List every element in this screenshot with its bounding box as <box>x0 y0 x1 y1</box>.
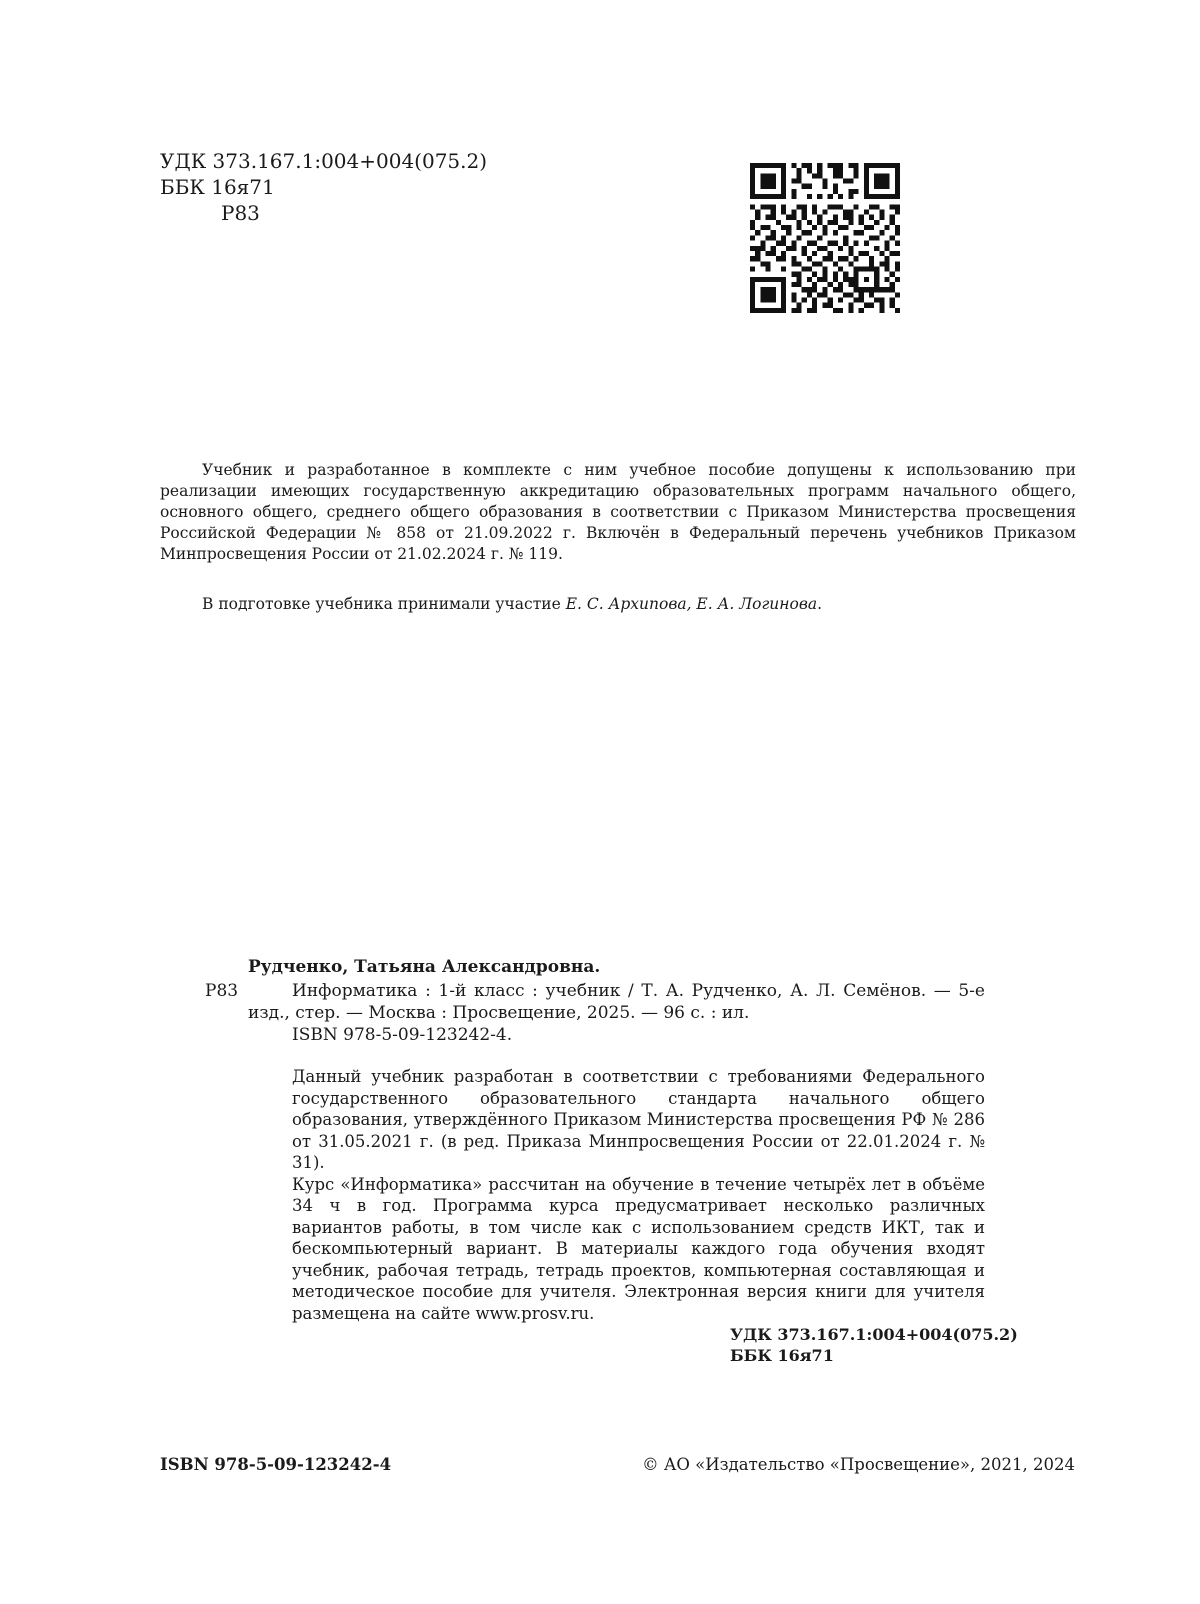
annotation-paragraph-2: Курс «Информатика» рассчитан на обучение в течение четырёх лет в объёме 34 ч в год. Программа курса предусматривает несколько различных вариантов работы, в том числе как с использованием средств ИКТ, так и бескомпьютерный вариант. В материалы каждого года обучения входят учебник, рабочая тетрадь, тетрадь проектов, компьютерная составляющая и методическое пособие для учителя. Электронная версия книги для учителя размещена на сайте www.prosv.ru. <box>292 1174 985 1323</box>
author-mark: Р83 <box>221 201 260 225</box>
annotation-paragraph-1: Данный учебник разработан в соответствии с требованиями Федерального государственного образовательного стандарта начального общего образования, утверждённого Приказом Министерства просвещения РФ № 286 от 31.05.2021 г. (в ред. Приказа Минпросвещения России от 22.01.2024 г. № 31). <box>292 1067 985 1172</box>
contributors-line <box>202 594 822 615</box>
qr-code-icon <box>750 163 900 313</box>
qr-code-graphic <box>750 163 900 313</box>
card-bbk: ББК 16я71 <box>730 1346 834 1365</box>
approval-text: Учебник и разработанное в комплекте с ним учебное пособие допущены к использованию при реализации имеющих государственную аккредитацию образовательных программ начального общего, основного общего, среднего общего образования в соответствии с Приказом Министерства просвещения Российской Федерации № 858 от 21.09.2022 г. Включён в Федеральный перечень учебников Приказом Минпросвещения России от 21.02.2024 г. № 119. <box>160 461 1076 563</box>
classification-codes <box>160 148 487 226</box>
contributors-names: Е. С. Архипова, Е. А. Логинова <box>565 595 818 613</box>
card-isbn: ISBN 978-5-09-123242-4. <box>292 1025 513 1045</box>
card-annotation <box>205 1066 985 1324</box>
contributors-suffix: . <box>817 595 823 613</box>
card-entry <box>205 980 985 1024</box>
card-author-mark: Р83 <box>205 981 239 1001</box>
approval-notice <box>160 460 1076 565</box>
card-entry-text: Информатика : 1-й класс : учебник / Т. А. Рудченко, А. Л. Семёнов. — 5-е изд., стер. — Москва : Просвещение, 2025. — 96 с. : ил. <box>248 981 985 1023</box>
contributors-prefix: В подготовке учебника принимали участие <box>202 595 566 613</box>
card-udk: УДК 373.167.1:004+004(075.2) <box>730 1325 1018 1344</box>
bibliographic-card <box>205 956 1018 1366</box>
bbk-code: ББК 16я71 <box>160 175 275 199</box>
footer-copyright: © АО «Издательство «Просвещение», 2021, 2024 <box>642 1455 1075 1474</box>
card-author: Рудченко, Татьяна Александровна. <box>248 957 601 977</box>
card-codes <box>205 1324 1018 1366</box>
udk-code: УДК 373.167.1:004+004(075.2) <box>160 149 488 173</box>
footer-isbn: ISBN 978-5-09-123242-4 <box>160 1455 392 1474</box>
